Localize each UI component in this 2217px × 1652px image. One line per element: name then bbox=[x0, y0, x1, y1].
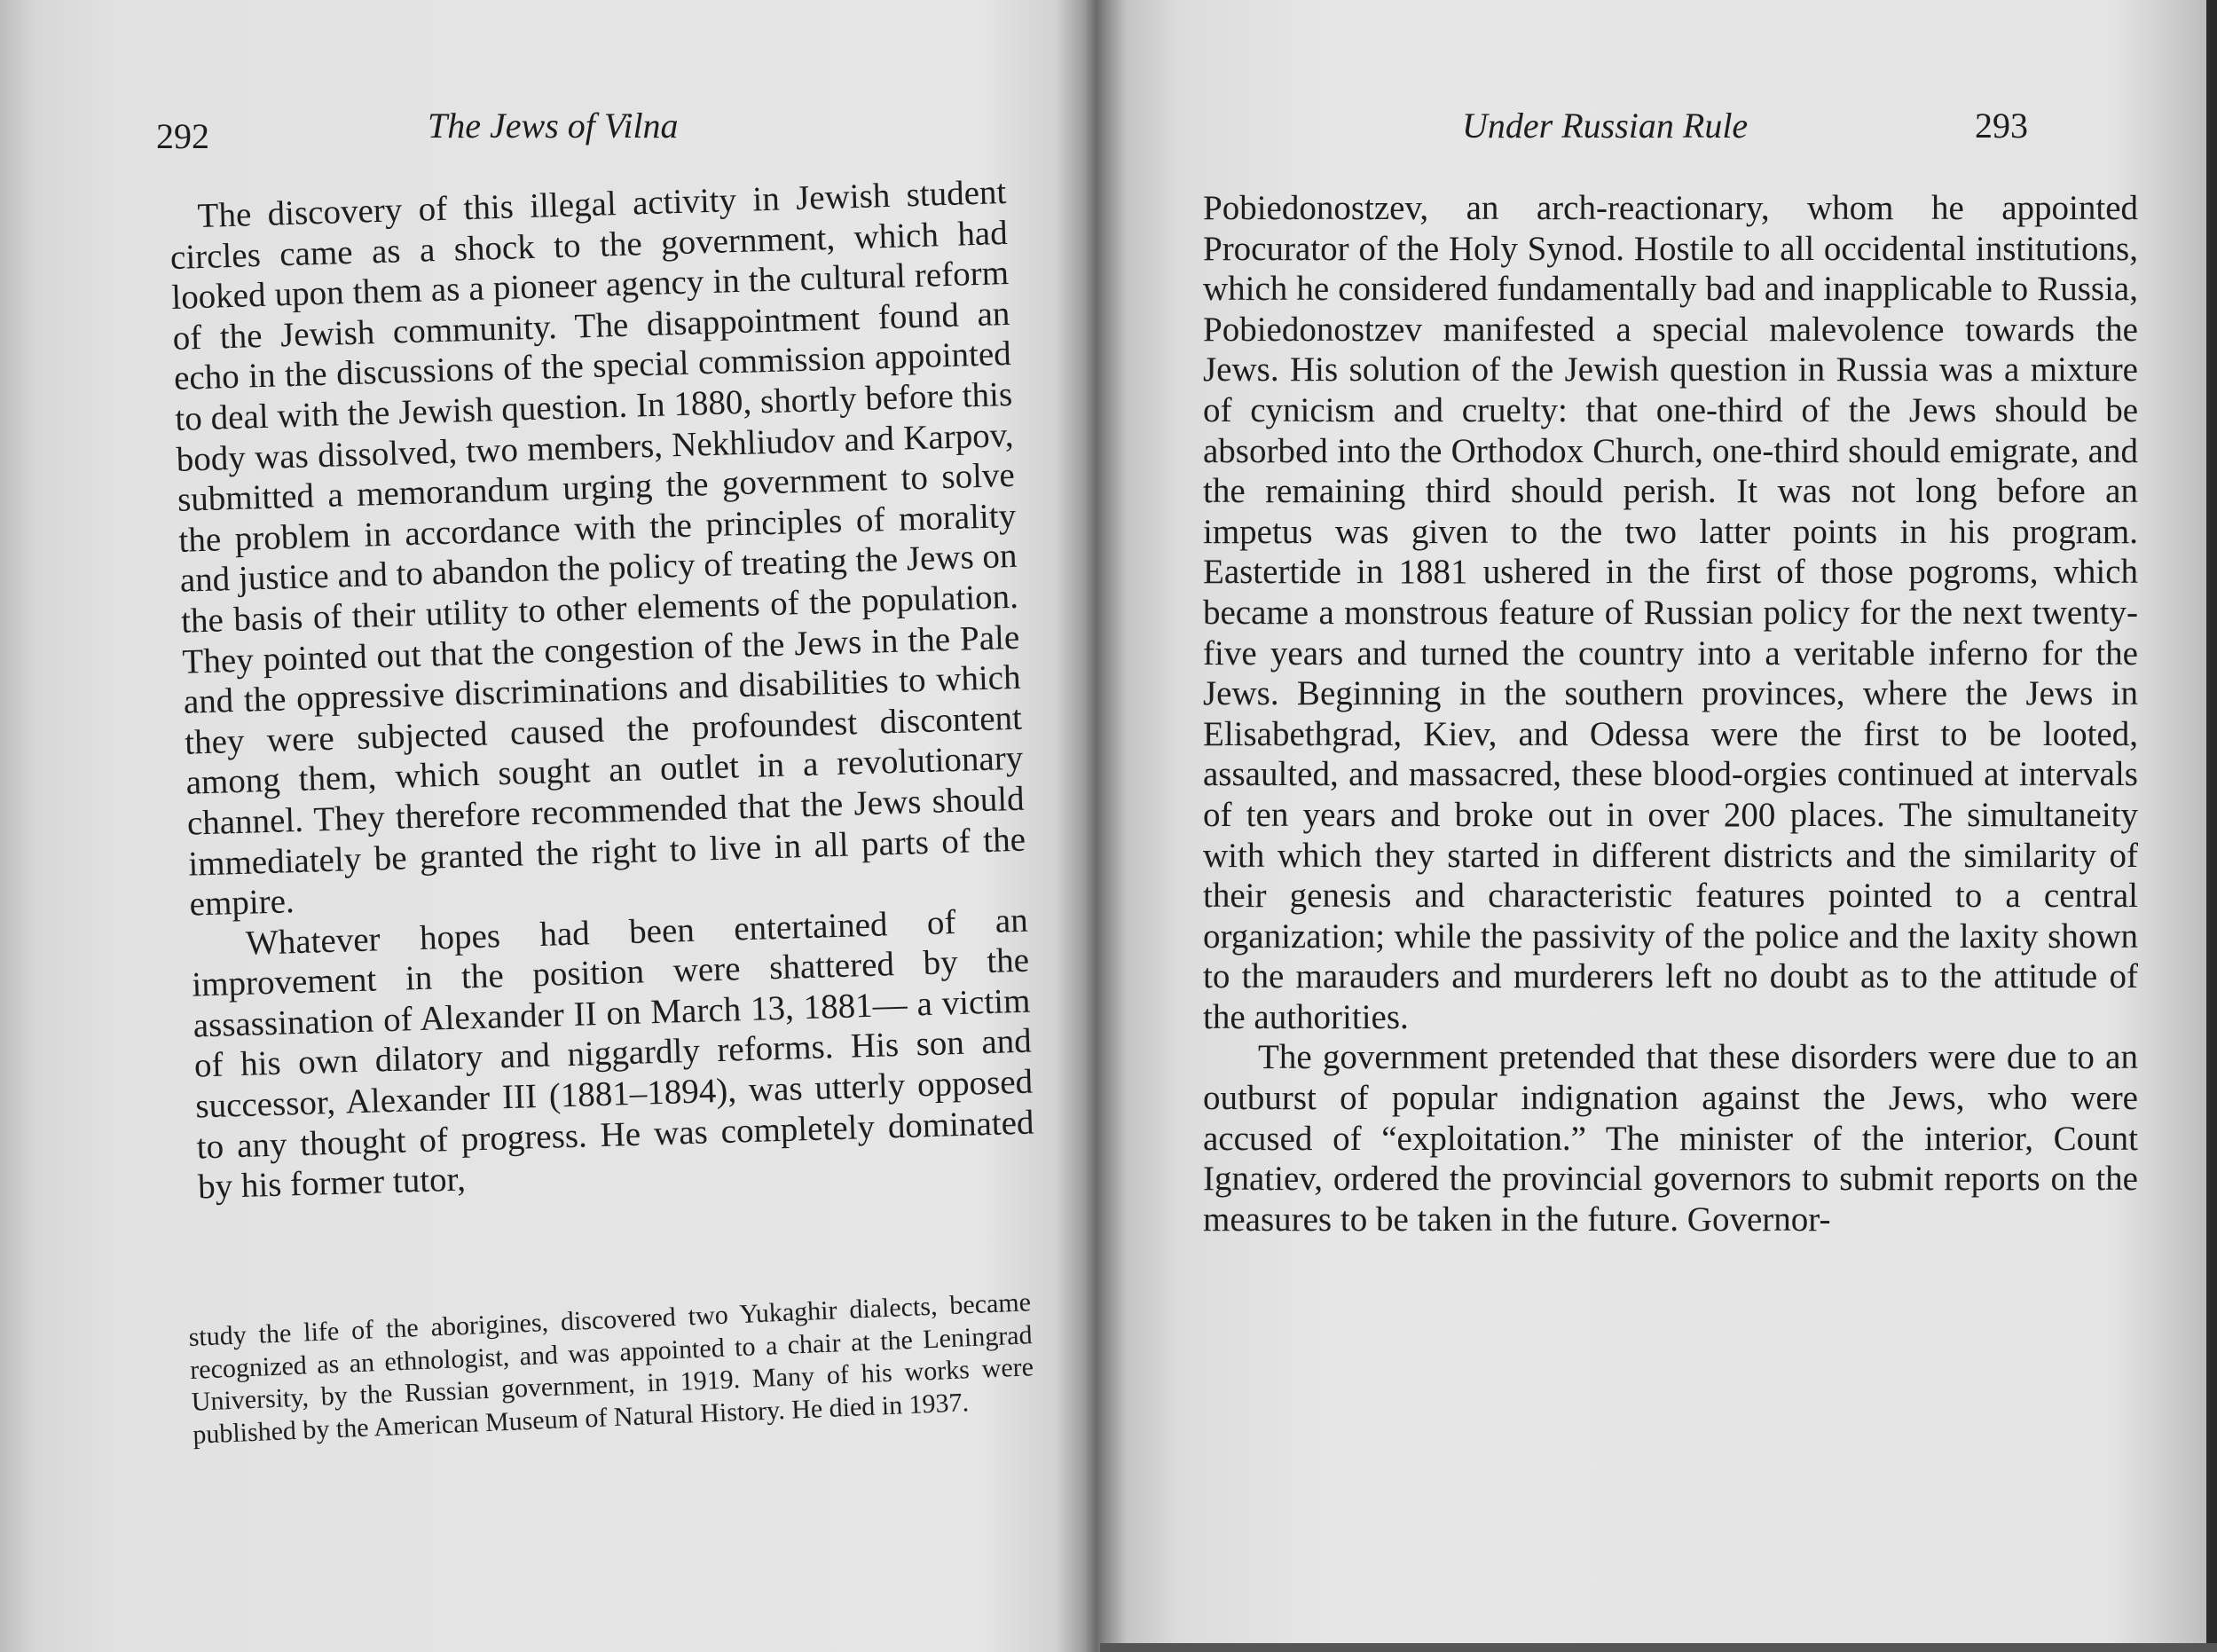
right-running-title: Under Russian Rule bbox=[1462, 106, 1749, 146]
left-running-title: The Jews of Vilna bbox=[428, 106, 679, 146]
page-bottom-shadow bbox=[1100, 1643, 2217, 1652]
left-body-text bbox=[169, 172, 1035, 1208]
left-page bbox=[0, 0, 1097, 1652]
right-paragraph-1: Pobiedonostzev, an arch-reactionary, whom he appointed Procurator of the Holy Synod. Hostile to all occidental institutions, which he considered fundamentally bad and inapplicable to Russia, Pobiedonostzev manifested a special malevolence towards the Jews. His solution of the Jewish question in Russia was a mixture of cynicism and cruelty: that one-third of the Jews should be absorbed into the Orthodox Church, one-third should emigrate, and the remaining third should perish. It was not long before an impetus was given to the two latter points in his program. Eastertide in 1881 ushered in the first of those pogroms, which became a monstrous feature of Russian policy for the next twenty-five years and turned the country into a veritable inferno for the Jews. Beginning in the southern provinces, where the Jews in Elisabethgrad, Kiev, and Odessa were the first to be looted, assaulted, and massacred, these blood-orgies continued at intervals of ten years and broke out in over 200 places. The simultaneity with which they started in different districts and the similarity of their genesis and characteristic features pointed to a central organization; while the passivity of the police and the laxity shown to the marauders and murderers left no doubt as to the attitude of the authorities. bbox=[1203, 189, 2138, 1036]
right-page-number: 293 bbox=[1975, 106, 2028, 146]
right-body-text bbox=[1203, 188, 2138, 1239]
right-paragraph-2: The government pretended that these disorders were due to an outburst of popular indignation against the Jews, who were accused of “exploitation.” The minister of the interior, Count Ignatiev, ordered the provincial governors to submit reports on the measures to be taken in the future. Governor- bbox=[1203, 1038, 2138, 1239]
left-footnote: study the life of the aborigines, discovered two Yukaghir dialects, became recognized as an ethnologist, and was appointed to a chair at the Leningrad University, by the Russian government, in 1919. Many of his works were published by the American Museum of Natural History. He died in 1937. bbox=[188, 1287, 1034, 1450]
left-page-number: 292 bbox=[156, 116, 209, 156]
page-edge-shadow bbox=[2206, 0, 2217, 1652]
left-paragraph-2: Whatever hopes had been entertained of an improvement in the position were shattered by the assassination of Alexander II on March 13, 1881— a victim of his own dilatory and niggardly reforms. His son and successor, Alexander III (1881–1894), was utterly opposed to any thought of progress. He was completely dominated by his former tutor, bbox=[191, 901, 1034, 1207]
left-paragraph-1: The discovery of this illegal activity in Jewish student circles came as a shock to the government, which had looked upon them as a pioneer agency in the cultural reform of the Jewish community. The disappointment found an echo in the discussions of the special commission appointed to deal with the Jewish question. In 1880, shortly before this body was dissolved, two members, Nekhliudov and Karpov, submitted a memorandum urging the government to solve the problem in accordance with the principles of morality and justice and to abandon the policy of treating the Jews on the basis of their utility to other elements of the population. They pointed out that the congestion of the Jews in the Pale and the oppressive discriminations and disabilities to which they were subjected caused the profoundest discontent among them, which sought an outlet in a revolutionary channel. They therefore recommended that the Jews should immediately be granted the right to live in all parts of the empire. bbox=[169, 172, 1026, 924]
right-page bbox=[1105, 0, 2217, 1652]
